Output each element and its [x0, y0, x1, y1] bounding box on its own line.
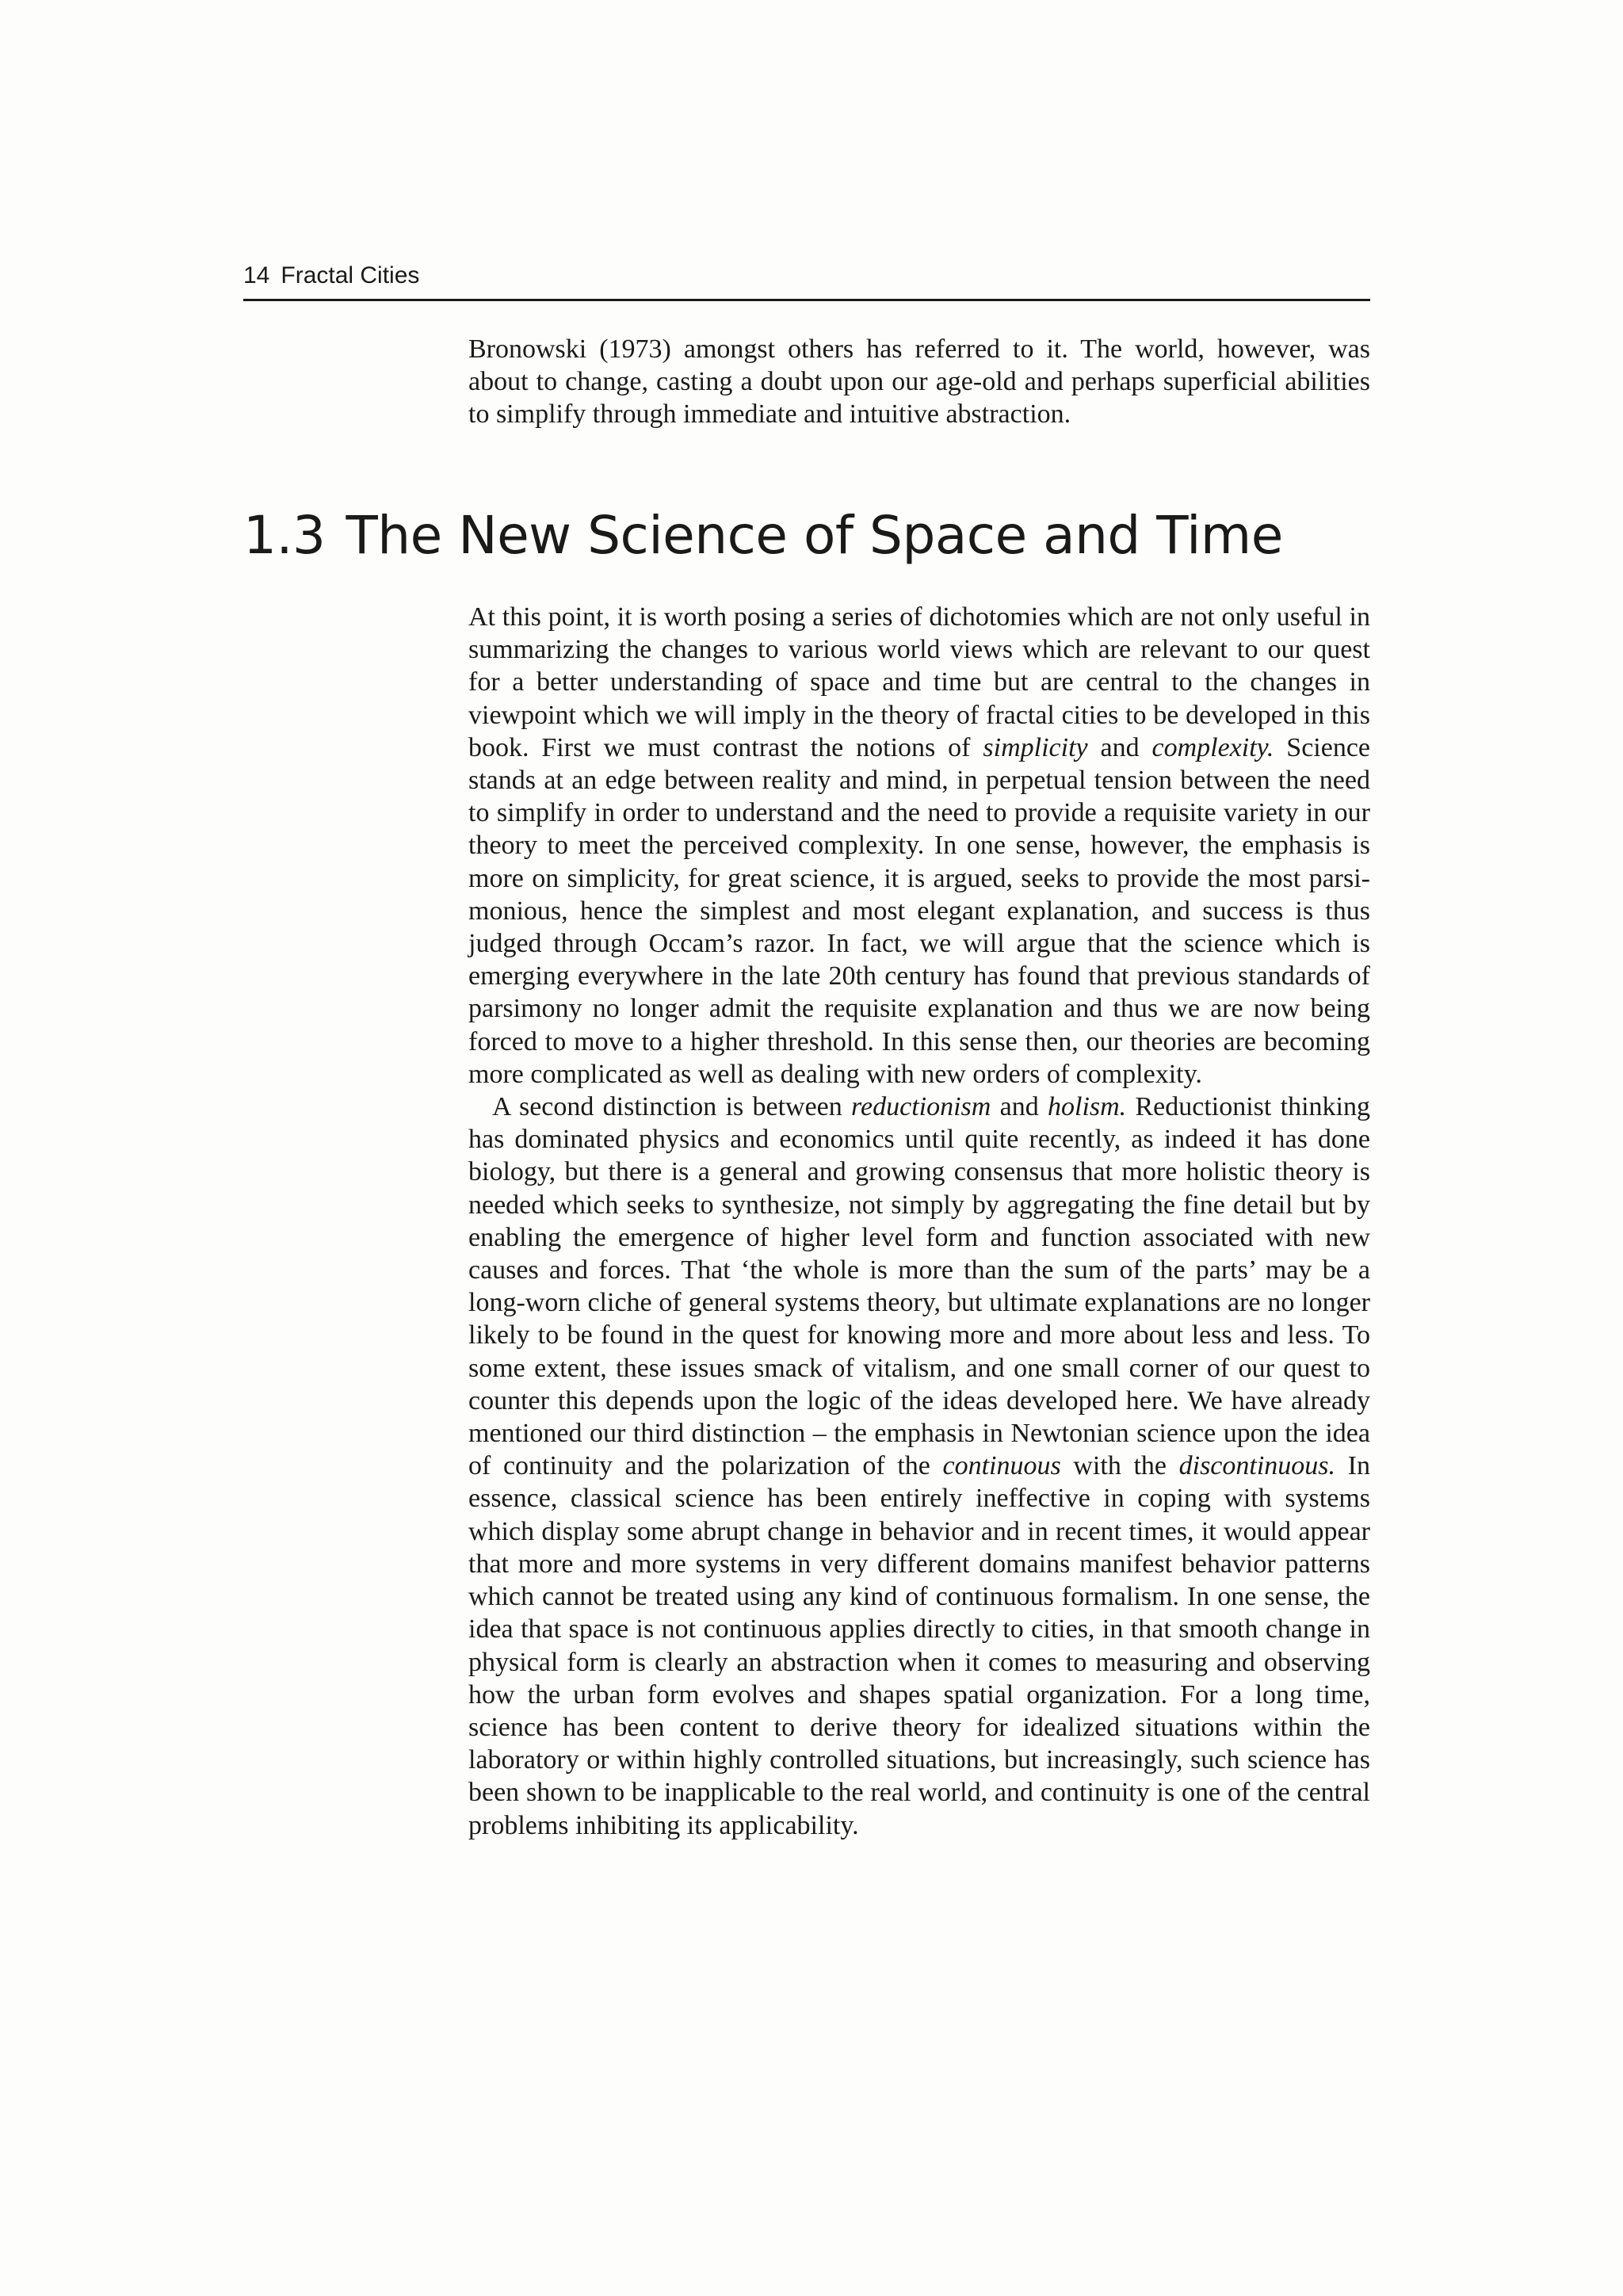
paragraph-1-text: and — [1087, 732, 1152, 762]
paragraph-2-text: and — [991, 1092, 1048, 1122]
running-head — [243, 262, 419, 290]
term-reductionism: reductionism — [851, 1092, 991, 1122]
paragraph-1-text: Science stands at an edge between reality and mind, in perpetual tension between the need to simplify in order to understand and the need to provide a requisite variety in our theory to meet the perceived complexity. In one sense, however, the emphasis is more on simplicity, for great science, it is argued, seeks to provide the most parsimonious, hence the simplest and most elegant explanation, and success is thus judged through Occam’s razor. In fact, we will argue that the science which is emerging everywhere in the late 20th century has found that previous standards of parsimony no longer admit the requisite explanation and thus we are now being forced to move to a higher threshold. In this sense then, our theories are becoming more complicated as well as dealing with new orders of complexity. — [468, 732, 1371, 1089]
running-title: Fractal Cities — [281, 262, 420, 288]
term-discontinuous: discontinuous. — [1178, 1451, 1336, 1481]
term-simplicity: simplicity — [983, 732, 1088, 762]
paragraph-1 — [468, 601, 1370, 1091]
paragraph-1-text: At this point, it is worth posing a series of dichotomies which are not only useful in summarizing the changes to various world views which are relevant to our quest for a better understanding of space and time but are central to the changes in viewpoint which we will imply in the theory of fractal cities to be developed in this book. First we must contrast the notions of — [468, 602, 1370, 762]
paragraph-2 — [468, 1091, 1370, 1842]
opening-paragraph: Bronowski (1973) amongst others has referred to it. The world, however, was about to change, casting a doubt upon our age-old and perhaps superficial abilities to simplify through immediate and intuitive abstraction. — [468, 334, 1370, 430]
section-title: The New Science of Space and Time — [346, 505, 1283, 566]
paragraph-2-text: A second distinction is between — [492, 1092, 852, 1122]
term-continuous: continuous — [942, 1451, 1061, 1481]
term-holism: holism. — [1048, 1092, 1127, 1122]
page-number: 14 — [243, 262, 270, 288]
term-complexity: complexity. — [1151, 732, 1274, 762]
section-heading — [243, 504, 1283, 567]
paragraph-2-text: Reductionist thinking has dominated physics and economics until quite recently, as indeed it has done biology, but there is a general and growing consensus that more holistic theory is needed which seeks to synthesize, not simply by aggregating the fine detail but by enabling the emergence of higher level form and function associated with new causes and forces. That ‘the whole is more than the sum of the parts’ may be a long-worn cliche of general systems theory, but ultimate explanations are no longer likely to be found in the quest for knowing more and more about less and less. To some extent, these issues smack of vitalism, and one small corner of our quest to counter this depends upon the logic of the ideas developed here. We have already mentioned our third distinction – the emphasis in Newtonian science upon the idea of continuity and the polarization of the — [468, 1092, 1370, 1481]
paragraph-2-text: In essence, classical science has been entirely ineffective in coping with systems which display some abrupt change in behavior and in recent times, it would appear that more and more systems in very different domains manifest behavior patterns which cannot be treated using any kind of continuous formalism. In one sense, the idea that space is not continuous applies directly to cities, in that smooth change in physical form is clearly an abstraction when it comes to measuring and observing how the urban form evolves and shapes spatial organization. For a long time, science has been content to derive theory for idealized situations within the laboratory or within highly controlled situations, but increasingly, such science has been shown to be inapplicable to the real world, and continuity is one of the central problems inhibiting its applicability. — [468, 1451, 1370, 1840]
paragraph-2-text: with the — [1060, 1451, 1179, 1481]
section-body — [468, 601, 1370, 1842]
header-rule — [243, 299, 1370, 301]
section-number: 1.3 — [243, 505, 326, 566]
